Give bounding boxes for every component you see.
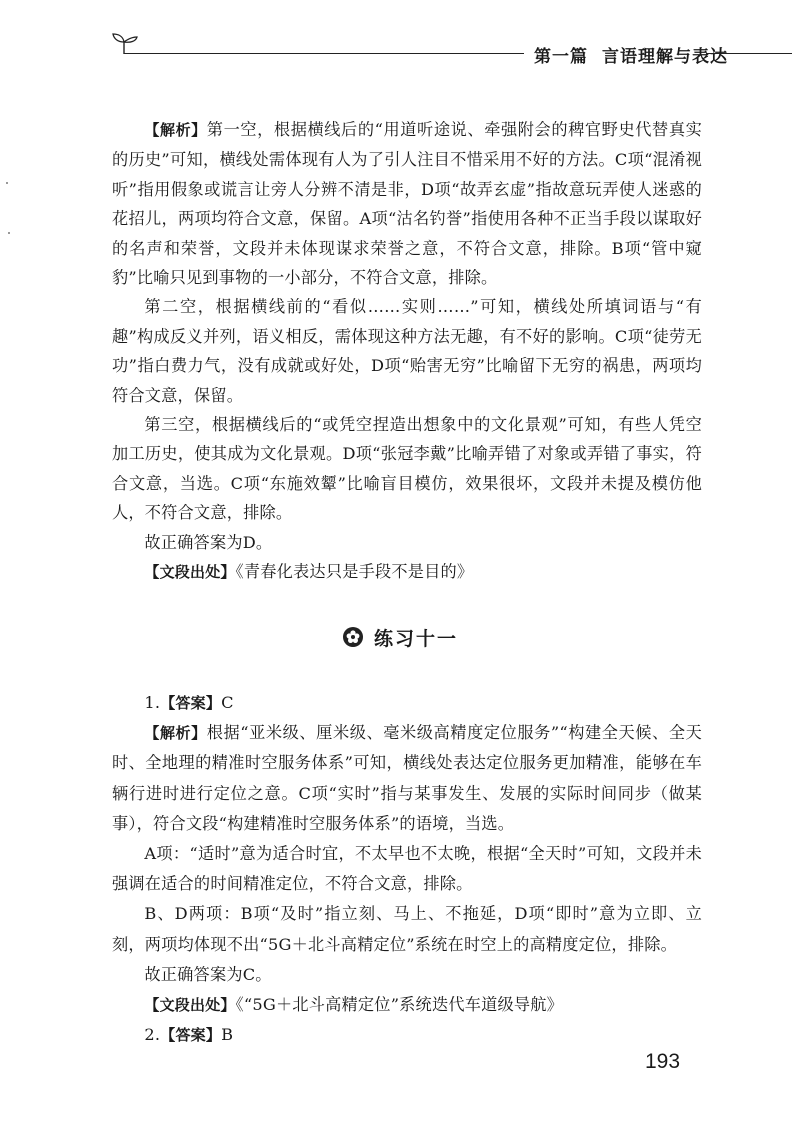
analysis-tag: 【解析】 <box>144 121 207 139</box>
paragraph: 第三空，根据横线后的“或凭空捏造出想象中的文化景观”可知，有些人凭空加工历史，使其成为文化景观。D项“张冠李戴”比喻弄错了对象或弄错了事实，符合文意，当选。C项“东施效颦”比喻盲目模仿，效果很坏，文段并未提及模仿他人，不符合文意，排除。 <box>112 415 702 523</box>
running-header <box>0 28 800 68</box>
paragraph: 故正确答案为C。 <box>144 964 272 984</box>
answer-value: C <box>221 693 234 712</box>
paragraph-text: 根据“亚米级、厘米级、毫米级高精度定位服务”“构建全天候、全天时、全地理的精准时空服务体系”可知，横线处表达定位服务更加精准，能够在车辆行进时进行定位之意。C项“实时”指与某事发生、发展的实际时间同步（做某事），符合文段“构建精准时空服务体系”的语境，当选。 <box>112 723 702 833</box>
paragraph <box>112 557 702 587</box>
exercise-block <box>112 688 702 1050</box>
question-number: 1. <box>144 693 161 712</box>
paragraph <box>112 115 702 292</box>
paragraph: A项：“适时”意为适合时宜，不太早也不太晚，根据“全天时”可知，文段并未强调在适合的时间精准定位，不符合文意，排除。 <box>112 844 702 894</box>
header-rule-left <box>124 53 524 54</box>
header-rule-right <box>706 53 792 54</box>
source-tag: 【文段出处】 <box>144 563 236 582</box>
analysis-block-previous <box>112 115 702 588</box>
page-number: 193 <box>645 1050 681 1073</box>
paragraph: 故正确答案为D。 <box>144 532 273 552</box>
answer-tag: 【答案】 <box>160 1026 222 1045</box>
margin-mark <box>8 232 10 234</box>
paragraph-text: 第一空，根据横线后的“用道听途说、牵强附会的稗官野史代替真实的历史”可知，横线处需体现有人为了引人注目不惜采用不好的方法。C项“混淆视听”指用假象或谎言让旁人分辨不清是非，D项“故弄玄虚”指故意玩弄使人迷惑的花招儿，两项均符合文意，保留。A项“沽名钓誉”指使用各种不正当手段以谋取好的名声和荣誉，文段并未体现谋求荣誉之意，不符合文意，排除。B项“管中窥豹”比喻只见到事物的一小部分，不符合文意，排除。 <box>112 120 702 288</box>
answer-line <box>112 1020 702 1050</box>
section-title-text: 练习十一 <box>373 628 458 650</box>
flower-badge-icon <box>342 626 364 648</box>
paragraph: 第二空，根据横线前的“看似……实则……”可知，横线处所填词语与“有趣”构成反义并列，语义相反，需体现这种方法无趣，有不好的影响。C项“徒劳无功”指白费力气，没有成就或好处，D项“贻害无穷”比喻留下无穷的祸患，两项均符合文意，保留。 <box>112 297 702 405</box>
answer-line <box>112 688 702 718</box>
paragraph: B、D两项：B项“及时”指立刻、马上、不拖延，D项“即时”意为立即、立刻，两项均体现不出“5G＋北斗高精定位”系统在时空上的高精度定位，排除。 <box>112 904 702 954</box>
analysis-tag: 【解析】 <box>144 724 207 743</box>
paragraph <box>112 718 702 839</box>
source-text: 《“5G＋北斗高精定位”系统迭代车道级导航》 <box>235 995 564 1015</box>
source-tag: 【文段出处】 <box>144 996 236 1015</box>
header-title <box>534 42 728 67</box>
question-number: 2. <box>144 1025 161 1045</box>
header-chapter: 言语理解与表达 <box>602 47 728 67</box>
answer-value: B <box>221 1025 234 1045</box>
paragraph <box>112 990 702 1020</box>
source-text: 《青春化表达只是手段不是目的》 <box>235 562 474 582</box>
section-heading <box>0 624 800 651</box>
header-part: 第一篇 <box>534 47 588 67</box>
answer-tag: 【答案】 <box>160 694 222 712</box>
margin-mark <box>6 182 8 184</box>
